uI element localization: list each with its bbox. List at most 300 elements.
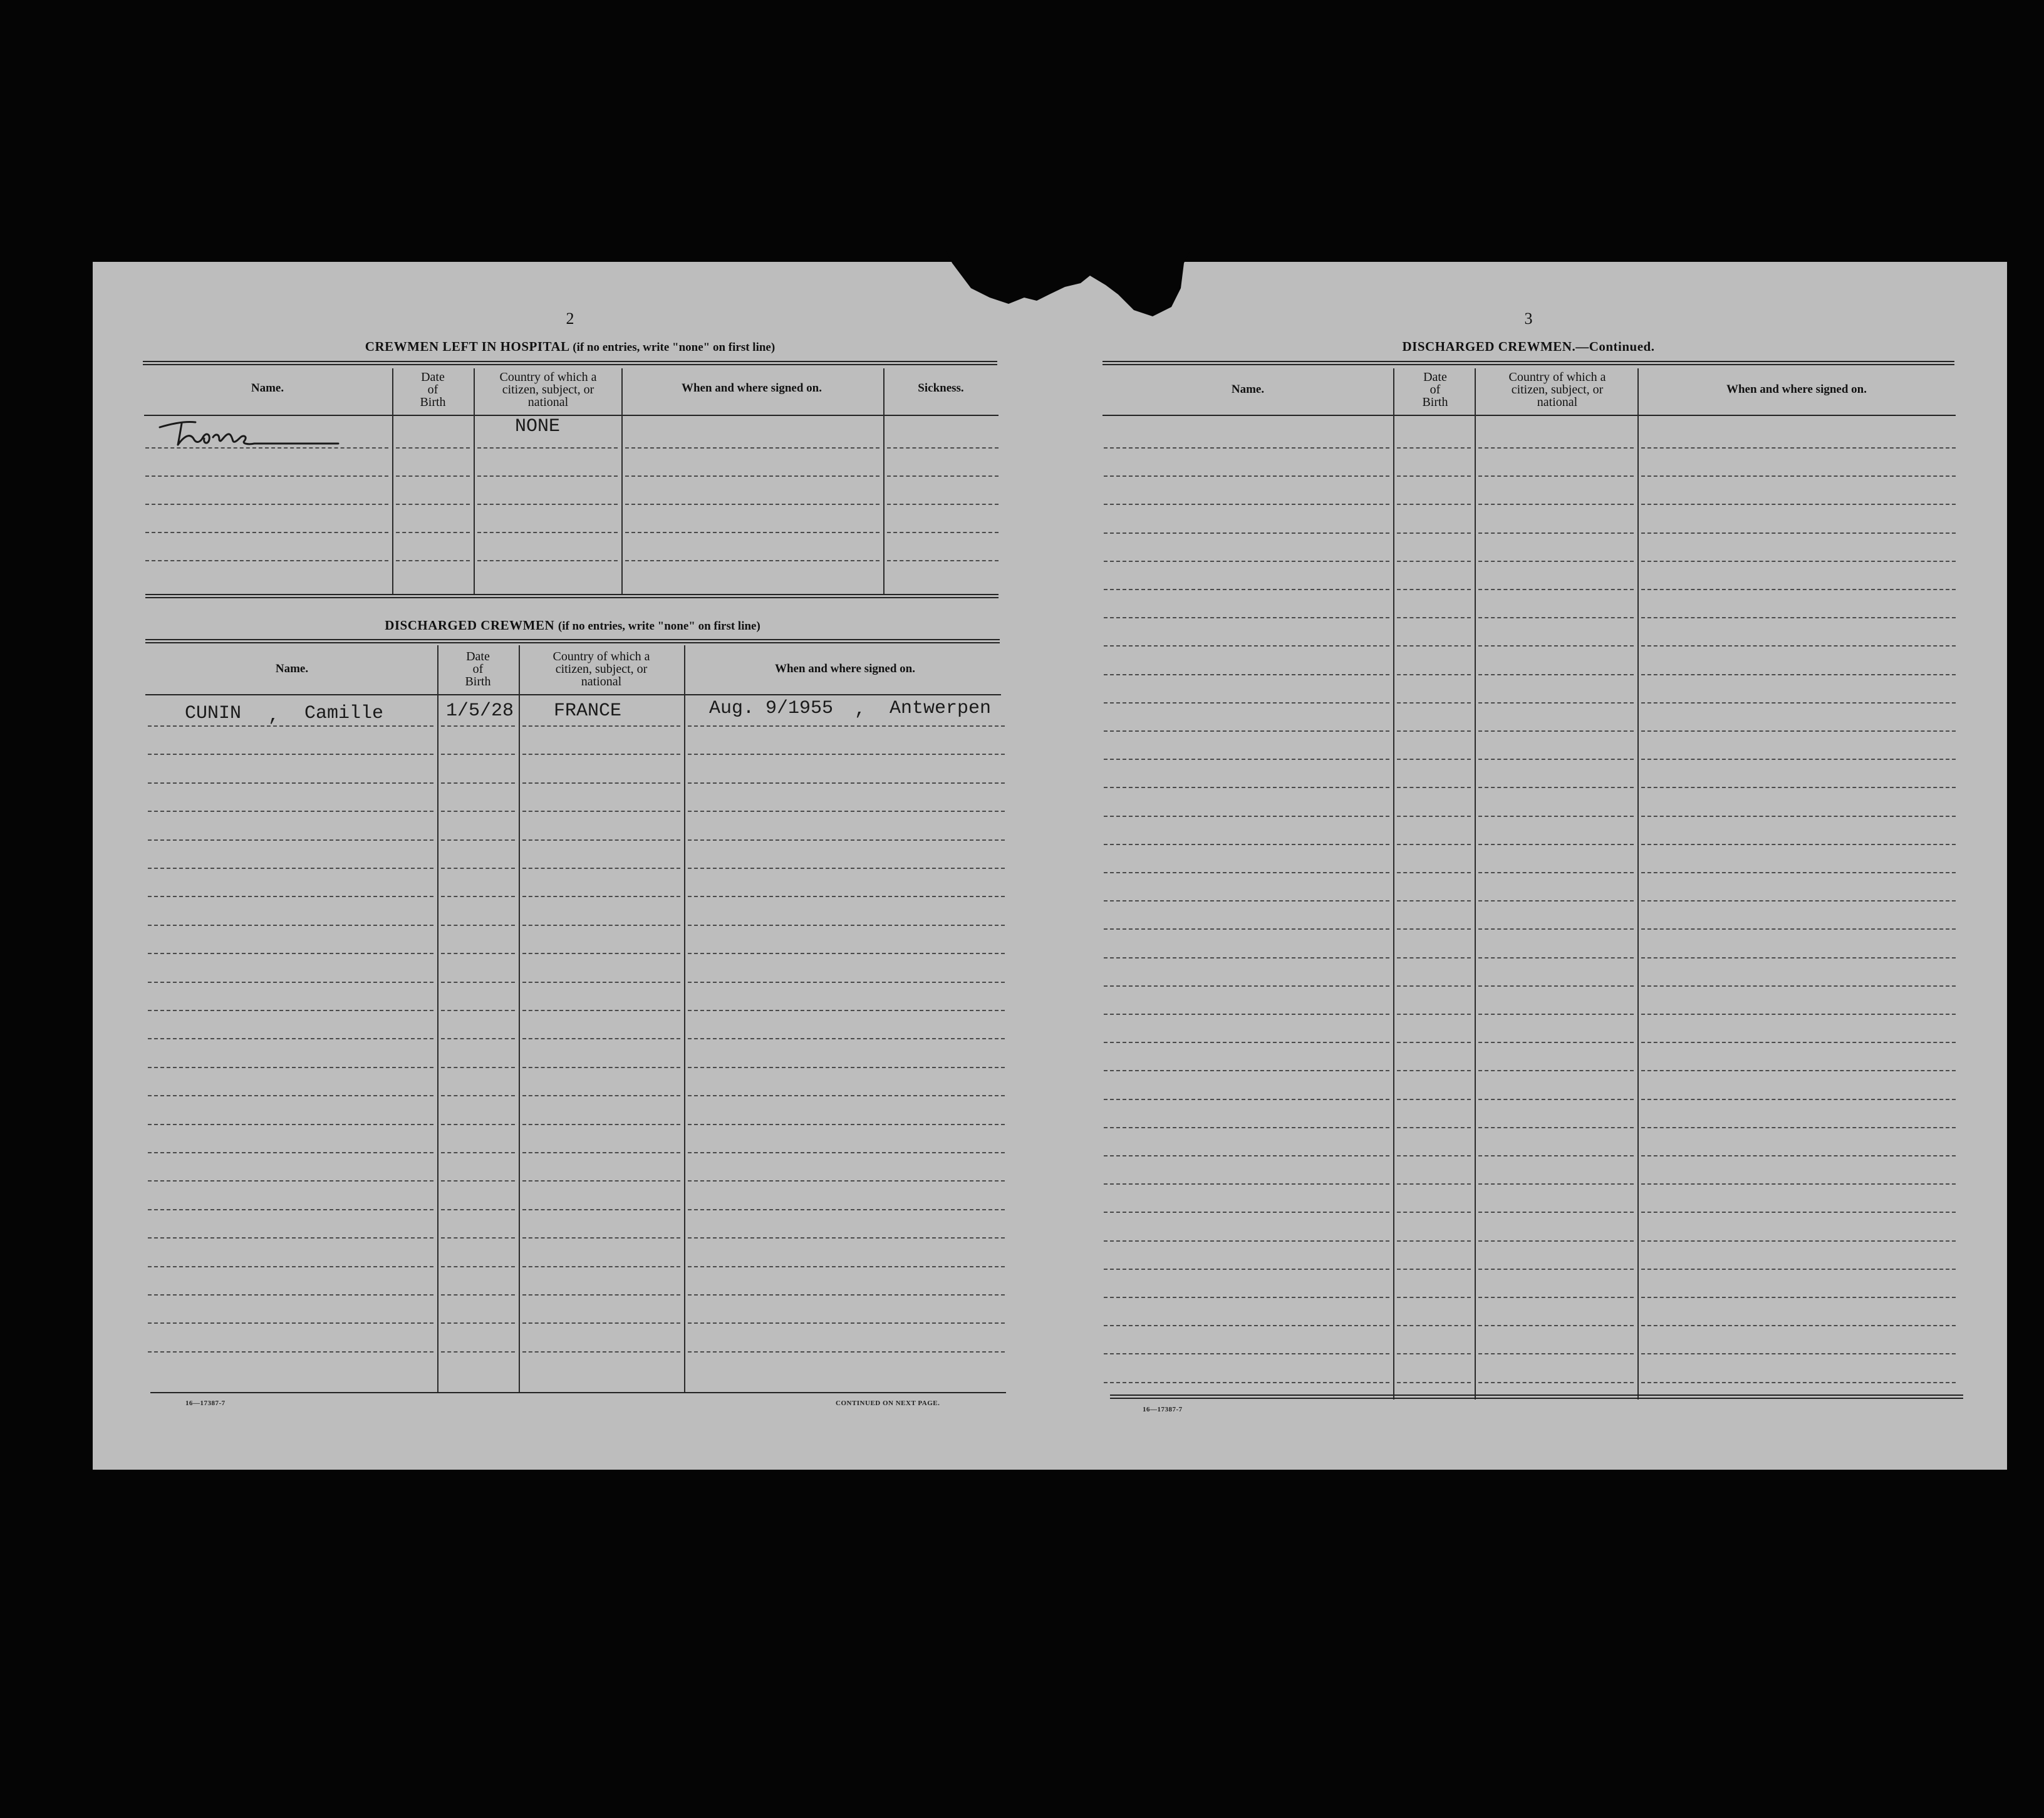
ruled-line <box>522 925 680 926</box>
ruled-line <box>1478 844 1634 845</box>
ruled-line <box>688 1010 1005 1011</box>
ruled-line <box>441 754 515 755</box>
ruled-line <box>1104 447 1389 449</box>
ruled-line <box>522 782 680 784</box>
ruled-line <box>1397 985 1471 987</box>
right-page-title: DISCHARGED CREWMEN.—Continued. <box>1402 339 1655 354</box>
ruled-line <box>441 953 515 954</box>
hospital-instruction: (if no entries, write "none" on first line) <box>573 341 776 354</box>
ruled-line <box>1641 475 1956 477</box>
ruled-line <box>148 1237 433 1239</box>
ruled-line <box>1641 561 1956 562</box>
ruled-line <box>1104 589 1389 590</box>
hospital-col-divider <box>883 368 885 594</box>
ruled-line <box>396 447 470 449</box>
ruled-line <box>148 1124 433 1125</box>
ruled-line <box>1641 928 1956 930</box>
discharged-header-rule <box>145 694 1001 695</box>
ruled-line <box>1478 985 1634 987</box>
right-col-dob <box>1396 371 1475 408</box>
ruled-line <box>1641 730 1956 732</box>
country-line-2: citizen, subject, or <box>502 383 594 397</box>
ruled-line <box>441 1010 515 1011</box>
ruled-line <box>148 1180 433 1182</box>
ruled-line <box>1397 1155 1471 1156</box>
torn-edge <box>902 251 1190 345</box>
page-number-right: 3 <box>1524 309 1533 328</box>
ruled-line <box>1478 957 1634 958</box>
ruled-line <box>1104 1099 1389 1100</box>
ruled-line <box>522 1095 680 1096</box>
dob-line-2: of <box>427 383 438 397</box>
ruled-line <box>1641 1240 1956 1242</box>
ruled-line <box>1641 1070 1956 1071</box>
ruled-line <box>1478 504 1634 505</box>
ruled-line <box>1397 504 1471 505</box>
ruled-line <box>1397 1212 1471 1213</box>
ruled-line <box>148 725 433 727</box>
ruled-line <box>1641 759 1956 760</box>
ruled-line <box>148 1067 433 1068</box>
ruled-line <box>1397 617 1471 618</box>
ruled-line <box>1104 475 1389 477</box>
ruled-line <box>1478 674 1634 675</box>
ruled-line <box>1478 1127 1634 1128</box>
dob-line-2: of <box>472 662 484 676</box>
hospital-col-signed: When and where signed on. <box>681 382 822 395</box>
ruled-line <box>1397 1297 1471 1298</box>
ruled-line <box>1641 816 1956 817</box>
ruled-line <box>148 868 433 869</box>
ruled-line <box>1641 985 1956 987</box>
ruled-line <box>148 782 433 784</box>
ruled-line <box>887 447 999 449</box>
ruled-line <box>1641 532 1956 534</box>
ruled-line <box>441 1322 515 1324</box>
ruled-line <box>688 1124 1005 1125</box>
ruled-line <box>145 560 388 561</box>
hospital-header-rule <box>144 415 999 416</box>
ruled-line <box>148 1010 433 1011</box>
handwritten-none-signature <box>157 418 345 450</box>
hospital-country-none: NONE <box>515 416 561 437</box>
continued-note: CONTINUED ON NEXT PAGE. <box>836 1400 940 1407</box>
ruled-line <box>148 925 433 926</box>
ruled-line <box>1478 561 1634 562</box>
ruled-line <box>522 1351 680 1353</box>
ruled-line <box>1104 1127 1389 1128</box>
discharged-col-divider <box>519 645 520 1392</box>
crewman-dob: 1/5/28 <box>446 700 514 722</box>
ruled-line <box>1478 645 1634 647</box>
ruled-line <box>688 925 1005 926</box>
ruled-line <box>625 532 879 533</box>
ruled-line <box>477 504 618 505</box>
ruled-line <box>1397 730 1471 732</box>
ruled-line <box>625 560 879 561</box>
ruled-line <box>1104 985 1389 987</box>
hospital-heading <box>144 339 996 355</box>
dob-line-3: Birth <box>420 395 446 409</box>
country-line-3: national <box>1537 395 1578 409</box>
discharged-col-divider <box>684 645 685 1392</box>
ruled-line <box>148 1095 433 1096</box>
ruled-line <box>1478 1183 1634 1185</box>
ruled-line <box>1397 1070 1471 1071</box>
ruled-line <box>1104 645 1389 647</box>
hospital-bottom-rule <box>145 594 999 598</box>
ruled-line <box>1641 702 1956 704</box>
ruled-line <box>625 475 879 477</box>
ruled-line <box>1104 730 1389 732</box>
ruled-line <box>441 1180 515 1182</box>
ruled-line <box>145 532 388 533</box>
right-col-name: Name. <box>1231 383 1265 396</box>
dob-line-2: of <box>1429 383 1441 397</box>
ruled-line <box>1641 900 1956 901</box>
ruled-line <box>688 953 1005 954</box>
ruled-line <box>1397 844 1471 845</box>
hospital-title: CREWMEN LEFT IN HOSPITAL <box>365 339 569 354</box>
ruled-line <box>477 475 618 477</box>
ruled-line <box>148 953 433 954</box>
hospital-col-divider <box>474 368 475 594</box>
ruled-line <box>441 725 515 727</box>
ruled-line <box>477 532 618 533</box>
ruled-line <box>441 1067 515 1068</box>
ruled-line <box>1397 872 1471 873</box>
ruled-line <box>1104 1325 1389 1326</box>
ruled-line <box>1641 1297 1956 1298</box>
ruled-line <box>1104 1297 1389 1298</box>
ruled-line <box>441 868 515 869</box>
ruled-line <box>441 1095 515 1096</box>
ruled-line <box>1397 787 1471 788</box>
ruled-line <box>1478 475 1634 477</box>
ruled-line <box>1641 447 1956 449</box>
ruled-line <box>1478 1353 1634 1354</box>
ruled-line <box>1397 447 1471 449</box>
ruled-line <box>688 1152 1005 1153</box>
ruled-line <box>688 1095 1005 1096</box>
ruled-line <box>1478 1325 1634 1326</box>
ruled-line <box>441 811 515 812</box>
ruled-line <box>1397 1014 1471 1015</box>
discharged-title: DISCHARGED CREWMEN <box>385 618 555 633</box>
ruled-line <box>441 1294 515 1296</box>
ruled-line <box>1641 787 1956 788</box>
ruled-line <box>887 560 999 561</box>
ruled-line <box>145 475 388 477</box>
ruled-line <box>1397 1127 1471 1128</box>
ruled-line <box>1478 702 1634 704</box>
ruled-line <box>1104 1269 1389 1270</box>
ruled-line <box>522 1294 680 1296</box>
ruled-line <box>1478 1155 1634 1156</box>
ruled-line <box>145 504 388 505</box>
ruled-line <box>1397 645 1471 647</box>
crewman-country: FRANCE <box>554 700 622 722</box>
ruled-line <box>1641 589 1956 590</box>
ruled-line <box>396 504 470 505</box>
discharged-col-signed: When and where signed on. <box>774 662 915 675</box>
ruled-line <box>1104 900 1389 901</box>
ruled-line <box>1397 1382 1471 1383</box>
ruled-line <box>522 1124 680 1125</box>
right-col-divider <box>1637 368 1639 1400</box>
ruled-line <box>1104 1183 1389 1185</box>
ruled-line <box>688 754 1005 755</box>
ruled-line <box>522 1067 680 1068</box>
ruled-line <box>688 896 1005 897</box>
discharged-col-dob <box>438 650 517 688</box>
ruled-line <box>1104 617 1389 618</box>
ruled-line <box>148 839 433 841</box>
ruled-line <box>688 811 1005 812</box>
ruled-line <box>1397 928 1471 930</box>
discharged-col-divider <box>437 645 438 1392</box>
ruled-line <box>1478 1099 1634 1100</box>
ruled-line <box>1641 674 1956 675</box>
ruled-line <box>522 1180 680 1182</box>
ruled-line <box>1397 816 1471 817</box>
ruled-line <box>688 1038 1005 1039</box>
ruled-line <box>688 1294 1005 1296</box>
ruled-line <box>522 839 680 841</box>
ruled-line <box>477 447 618 449</box>
ruled-line <box>148 1038 433 1039</box>
ruled-line <box>1397 532 1471 534</box>
ruled-line <box>1104 1042 1389 1043</box>
right-header-rule <box>1102 415 1956 416</box>
ruled-line <box>1478 900 1634 901</box>
discharged-instruction: (if no entries, write "none" on first line) <box>558 620 760 633</box>
ruled-line <box>1104 1212 1389 1213</box>
ruled-line <box>688 1351 1005 1353</box>
ruled-line <box>1104 787 1389 788</box>
hospital-col-dob <box>393 371 472 408</box>
ruled-line <box>1641 1382 1956 1383</box>
right-top-rule <box>1102 361 1954 365</box>
ruled-line <box>396 532 470 533</box>
ruled-line <box>1397 1325 1471 1326</box>
country-line-3: national <box>581 675 622 688</box>
ruled-line <box>148 1266 433 1267</box>
ruled-line <box>441 839 515 841</box>
ruled-line <box>1641 1183 1956 1185</box>
ruled-line <box>1104 957 1389 958</box>
dob-line-3: Birth <box>465 675 491 688</box>
ruled-line <box>1641 872 1956 873</box>
ruled-line <box>1104 928 1389 930</box>
crewman-name-separator: , <box>268 705 280 727</box>
crewman-signed-place: Antwerpen <box>890 698 992 719</box>
dob-line-1: Date <box>421 370 445 384</box>
ruled-line <box>522 896 680 897</box>
ruled-line <box>1478 1269 1634 1270</box>
ruled-line <box>1104 561 1389 562</box>
country-line-3: national <box>527 395 569 409</box>
ruled-line <box>1641 1155 1956 1156</box>
ruled-line <box>1104 844 1389 845</box>
ruled-line <box>1478 1042 1634 1043</box>
dob-line-1: Date <box>466 650 490 663</box>
ruled-line <box>1641 1269 1956 1270</box>
ruled-line <box>1641 645 1956 647</box>
discharged-col-name: Name. <box>275 662 309 675</box>
ruled-line <box>1104 1070 1389 1071</box>
ruled-line <box>1104 872 1389 873</box>
ruled-line <box>1104 674 1389 675</box>
ruled-line <box>522 982 680 983</box>
country-line-2: citizen, subject, or <box>1511 383 1604 397</box>
ruled-line <box>1478 617 1634 618</box>
ruled-line <box>1104 504 1389 505</box>
ruled-line <box>887 475 999 477</box>
ruled-line <box>441 925 515 926</box>
country-line-1: Country of which a <box>1508 370 1606 384</box>
ruled-line <box>1641 957 1956 958</box>
ruled-line <box>1478 1014 1634 1015</box>
ruled-line <box>522 1038 680 1039</box>
ruled-line <box>1104 1240 1389 1242</box>
ruled-line <box>1104 1353 1389 1354</box>
country-line-1: Country of which a <box>553 650 650 663</box>
ruled-line <box>148 1322 433 1324</box>
discharged-col-country <box>520 650 683 688</box>
form-number-left: 16—17387-7 <box>185 1400 226 1407</box>
ruled-line <box>1478 1382 1634 1383</box>
ruled-line <box>148 896 433 897</box>
ruled-line <box>688 1180 1005 1182</box>
ruled-line <box>1397 1269 1471 1270</box>
right-col-country <box>1477 371 1637 408</box>
ruled-line <box>688 1266 1005 1267</box>
ruled-line <box>1641 1099 1956 1100</box>
ruled-line <box>1397 702 1471 704</box>
crewman-signed-separator: , <box>854 699 866 720</box>
ruled-line <box>887 504 999 505</box>
ruled-line <box>522 1010 680 1011</box>
ruled-line <box>396 475 470 477</box>
ruled-line <box>1104 532 1389 534</box>
ruled-line <box>1478 589 1634 590</box>
ruled-line <box>1478 759 1634 760</box>
hospital-col-divider <box>621 368 623 594</box>
ruled-line <box>148 982 433 983</box>
discharged-bottom-rule <box>150 1392 1006 1393</box>
ruled-line <box>1641 1353 1956 1354</box>
ruled-line <box>1397 475 1471 477</box>
page-number-left: 2 <box>566 309 574 328</box>
ruled-line <box>1104 1014 1389 1015</box>
ruled-line <box>522 1322 680 1324</box>
right-col-divider <box>1475 368 1476 1400</box>
ruled-line <box>688 1237 1005 1239</box>
ruled-line <box>1397 1042 1471 1043</box>
ruled-line <box>1478 1212 1634 1213</box>
ruled-line <box>522 953 680 954</box>
ruled-line <box>148 1209 433 1210</box>
ruled-line <box>477 560 618 561</box>
ruled-line <box>522 868 680 869</box>
crewman-surname: CUNIN <box>185 703 242 724</box>
hospital-col-name: Name. <box>251 382 284 395</box>
ruled-line <box>887 532 999 533</box>
ruled-line <box>688 1067 1005 1068</box>
ruled-line <box>441 782 515 784</box>
ruled-line <box>1397 900 1471 901</box>
ruled-line <box>1641 617 1956 618</box>
hospital-col-divider <box>392 368 393 594</box>
crewman-signed-date: Aug. 9/1955 <box>709 698 834 719</box>
ruled-line <box>1478 447 1634 449</box>
ruled-line <box>1478 532 1634 534</box>
ruled-line <box>688 868 1005 869</box>
ruled-line <box>522 1152 680 1153</box>
ruled-line <box>522 811 680 812</box>
ruled-line <box>1641 1042 1956 1043</box>
discharged-top-rule <box>145 639 1000 643</box>
ruled-line <box>688 982 1005 983</box>
ruled-line <box>148 811 433 812</box>
ruled-line <box>522 1266 680 1267</box>
ruled-line <box>441 1038 515 1039</box>
ruled-line <box>148 1152 433 1153</box>
discharged-heading <box>145 618 1000 633</box>
ruled-line <box>688 782 1005 784</box>
ruled-line <box>1397 561 1471 562</box>
ruled-line <box>1641 1325 1956 1326</box>
ruled-line <box>441 982 515 983</box>
ruled-line <box>522 725 680 727</box>
ruled-line <box>522 1209 680 1210</box>
ruled-line <box>1397 589 1471 590</box>
ruled-line <box>1397 1099 1471 1100</box>
ruled-line <box>1104 1155 1389 1156</box>
ruled-line <box>441 1209 515 1210</box>
ruled-line <box>441 896 515 897</box>
right-col-divider <box>1393 368 1394 1400</box>
ruled-line <box>441 1237 515 1239</box>
ruled-line <box>1478 872 1634 873</box>
form-number-right: 16—17387-7 <box>1143 1406 1183 1413</box>
ruled-line <box>1104 759 1389 760</box>
ruled-line <box>625 504 879 505</box>
hospital-col-sickness: Sickness. <box>918 382 964 395</box>
right-bottom-rule <box>1110 1395 1963 1399</box>
ruled-line <box>1397 1353 1471 1354</box>
dob-line-3: Birth <box>1422 395 1448 409</box>
ruled-line <box>522 1237 680 1239</box>
right-col-signed: When and where signed on. <box>1726 383 1867 396</box>
ruled-line <box>1478 1240 1634 1242</box>
ruled-line <box>441 1351 515 1353</box>
ruled-line <box>1478 1070 1634 1071</box>
ruled-line <box>1397 674 1471 675</box>
ruled-line <box>1104 702 1389 704</box>
hospital-col-country <box>475 371 621 408</box>
ruled-line <box>148 1294 433 1296</box>
ruled-line <box>1478 730 1634 732</box>
ruled-line <box>441 1124 515 1125</box>
ruled-line <box>1641 504 1956 505</box>
ruled-line <box>625 447 879 449</box>
ruled-line <box>441 1152 515 1153</box>
ruled-line <box>148 1351 433 1353</box>
ruled-line <box>1478 1297 1634 1298</box>
ruled-line <box>1397 759 1471 760</box>
